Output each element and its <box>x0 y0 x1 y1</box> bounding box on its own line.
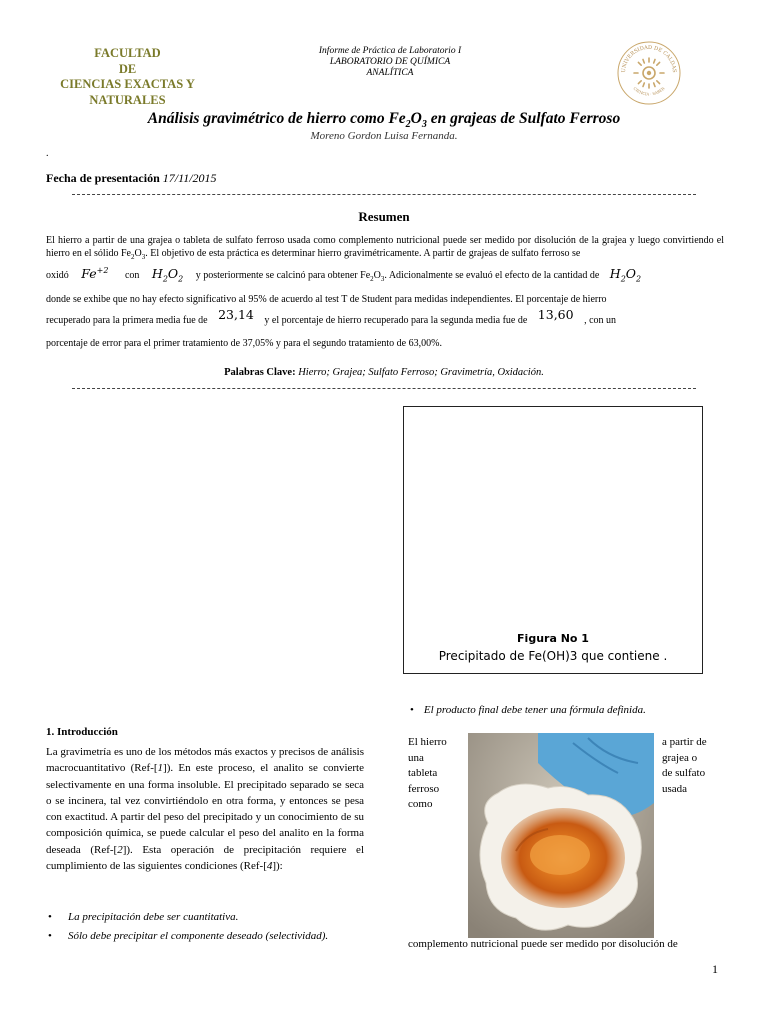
divider <box>72 194 696 195</box>
formula-base: O <box>625 266 637 282</box>
faculty-line: NATURALES <box>89 92 166 107</box>
abstract-paragraph <box>46 234 724 264</box>
title-subscript: 2 <box>405 119 411 131</box>
text-fragment: ferroso <box>408 782 440 795</box>
report-line: LABORATORIO DE QUÍMICA <box>329 57 451 67</box>
faculty-line: FACULTAD <box>94 46 161 60</box>
keywords <box>40 367 728 378</box>
intro-text: ]): <box>272 860 283 873</box>
reference-number: 1 <box>157 762 164 775</box>
faculty-name <box>40 46 215 108</box>
date-value: 17/11/2015 <box>162 171 217 185</box>
bullet-text: El producto final debe tener una fórmula definida. <box>423 704 646 716</box>
list-item <box>410 704 646 716</box>
precipitate-photo <box>468 733 654 938</box>
keywords-value: Hierro; Grajea; Sulfato Ferroso; Gravimetría, Oxidación. <box>298 367 544 378</box>
intro-paragraph <box>46 744 364 874</box>
h2o2-formula <box>609 266 642 284</box>
first-mean-value: 23,14 <box>218 307 254 322</box>
bullet-text: La precipitación debe ser cuantitativa. <box>68 911 239 923</box>
faculty-line: DE <box>118 61 137 76</box>
seal-text-bottom: CIENCIA · SABER <box>632 85 666 97</box>
date-label: Fecha de presentación <box>46 171 160 185</box>
abstract-text: O <box>373 270 381 282</box>
list-item <box>46 929 364 945</box>
bullet-text: Sólo debe precipitar el componente deseado (selectividad). <box>68 929 329 942</box>
subscript: 3 <box>380 275 385 284</box>
formula-base: O <box>167 266 179 282</box>
abstract-line-4 <box>46 307 724 327</box>
abstract-text: . Adicionalmente se evaluó el efecto de la cantidad de <box>384 270 600 282</box>
report-header <box>270 46 510 79</box>
keywords-label: Palabras Clave: <box>224 367 296 378</box>
abstract-text: O <box>134 248 142 259</box>
figure-title: Figura No 1 <box>517 632 589 645</box>
abstract-text: recuperado para la primera media fue de <box>46 315 208 326</box>
formula-subscript: 2 <box>162 274 168 284</box>
subscript: 2 <box>370 275 374 284</box>
title-text: Análisis gravimétrico de hierro como Fe <box>147 110 406 127</box>
abstract-heading: Resumen <box>358 209 410 224</box>
text-fragment: usada <box>662 782 688 795</box>
section-heading: 1. Introducción <box>46 726 118 738</box>
text-fragment: de sulfato <box>662 767 706 779</box>
text-fragment: El hierro <box>408 736 447 748</box>
author-name: Moreno Gordon Luisa Fernanda. <box>310 130 458 142</box>
bullet-icon: • <box>410 704 414 716</box>
text-fragment: una <box>408 751 424 764</box>
abstract-line-2 <box>46 264 724 286</box>
wrapped-text-left <box>408 735 460 813</box>
intro-text: La gravimetría es uno de los métodos más exactos y precisos de análisis macrocuantitativo (Ref-[ <box>46 746 364 775</box>
text-fragment: a partir de <box>662 736 707 748</box>
title-subscript: 3 <box>421 119 427 131</box>
formula-subscript: 2 <box>636 274 642 284</box>
stray-dot: . <box>46 148 49 159</box>
paper-title <box>40 110 728 130</box>
abstract-text: y posteriormente se calcinó para obtener Fe <box>195 270 371 282</box>
reference-number: 2 <box>117 843 123 856</box>
abstract-text: , con un <box>584 315 617 326</box>
wrapped-text-right <box>662 735 724 797</box>
abstract-text: El hierro a partir de una grajea o tableta de sulfato ferroso usada como complemento nutricional puede ser medido por disolución de la grajea y luego convirtiendo el hierro en el sólido Fe <box>46 235 724 259</box>
conditions-list <box>46 910 364 947</box>
submission-date <box>46 171 217 186</box>
title-text: en grajeas de Sulfato Ferroso <box>426 110 621 127</box>
formula-base: H <box>151 266 163 282</box>
title-text: O <box>410 110 422 127</box>
seal-text-top: UNIVERSIDAD DE CALDAS <box>620 44 678 73</box>
divider <box>72 388 696 389</box>
intro-text: ]). En este proceso, el analito se convierte selectivamente en una forma insoluble. El precipitado separado se seca o se incinera, tal vez convirtiéndolo en otra forma, y entonces se pesa con exactitud. A partir del peso del precipitado y un conocimiento de su composición química, se puede calcular el peso del analito en la forma deseada (Ref-[ <box>46 762 364 856</box>
reference-number: 4 <box>266 860 273 873</box>
report-line: ANALÍTICA <box>366 68 414 78</box>
intro-text: ]). Esta operación de precipitación requiere el cumplimiento de las siguientes condiciones (Ref-[ <box>46 843 365 873</box>
abstract-text: . El objetivo de esta práctica es determinar hierro gravimétricamente. A partir de grajeas de sulfato ferroso se <box>145 248 581 259</box>
formula-subscript: 2 <box>620 274 626 284</box>
continuation-text: complemento nutricional puede ser medido por disolución de <box>408 938 678 950</box>
page-number: 1 <box>712 962 718 976</box>
report-line: Informe de Práctica de Laboratorio I <box>318 46 462 56</box>
fe-formula <box>81 266 108 281</box>
abstract-text: y el porcentaje de hierro recuperado para la segunda media fue de <box>264 315 528 326</box>
list-item <box>46 910 364 926</box>
faculty-line: CIENCIAS EXACTAS Y <box>60 77 195 91</box>
university-seal-logo <box>616 40 682 106</box>
abstract-text: con <box>124 270 140 282</box>
formula-base: H <box>609 266 621 282</box>
formula-subscript: 2 <box>178 274 184 284</box>
abstract-line-3: donde se exhibe que no hay efecto significativo al 95% de acuerdo al test T de Student para medidas independientes. El porcentaje de hierro <box>46 294 607 305</box>
figure-caption: Precipitado de Fe(OH)3 que contiene . <box>438 649 668 663</box>
formula-base: Fe <box>81 266 97 282</box>
abstract-text: oxidó <box>46 270 69 282</box>
text-fragment: tableta <box>408 767 438 779</box>
second-mean-value: 13,60 <box>537 307 574 322</box>
text-fragment: grajea o <box>662 751 698 764</box>
subscript: 3 <box>141 253 146 261</box>
formula-superscript: +2 <box>96 266 109 275</box>
h2o2-formula <box>151 266 184 284</box>
text-fragment: como <box>408 798 433 810</box>
abstract-line-5: porcentaje de error para el primer tratamiento de 37,05% y para el segundo tratamiento de 63,00%. <box>46 338 442 349</box>
subscript: 2 <box>130 253 135 261</box>
